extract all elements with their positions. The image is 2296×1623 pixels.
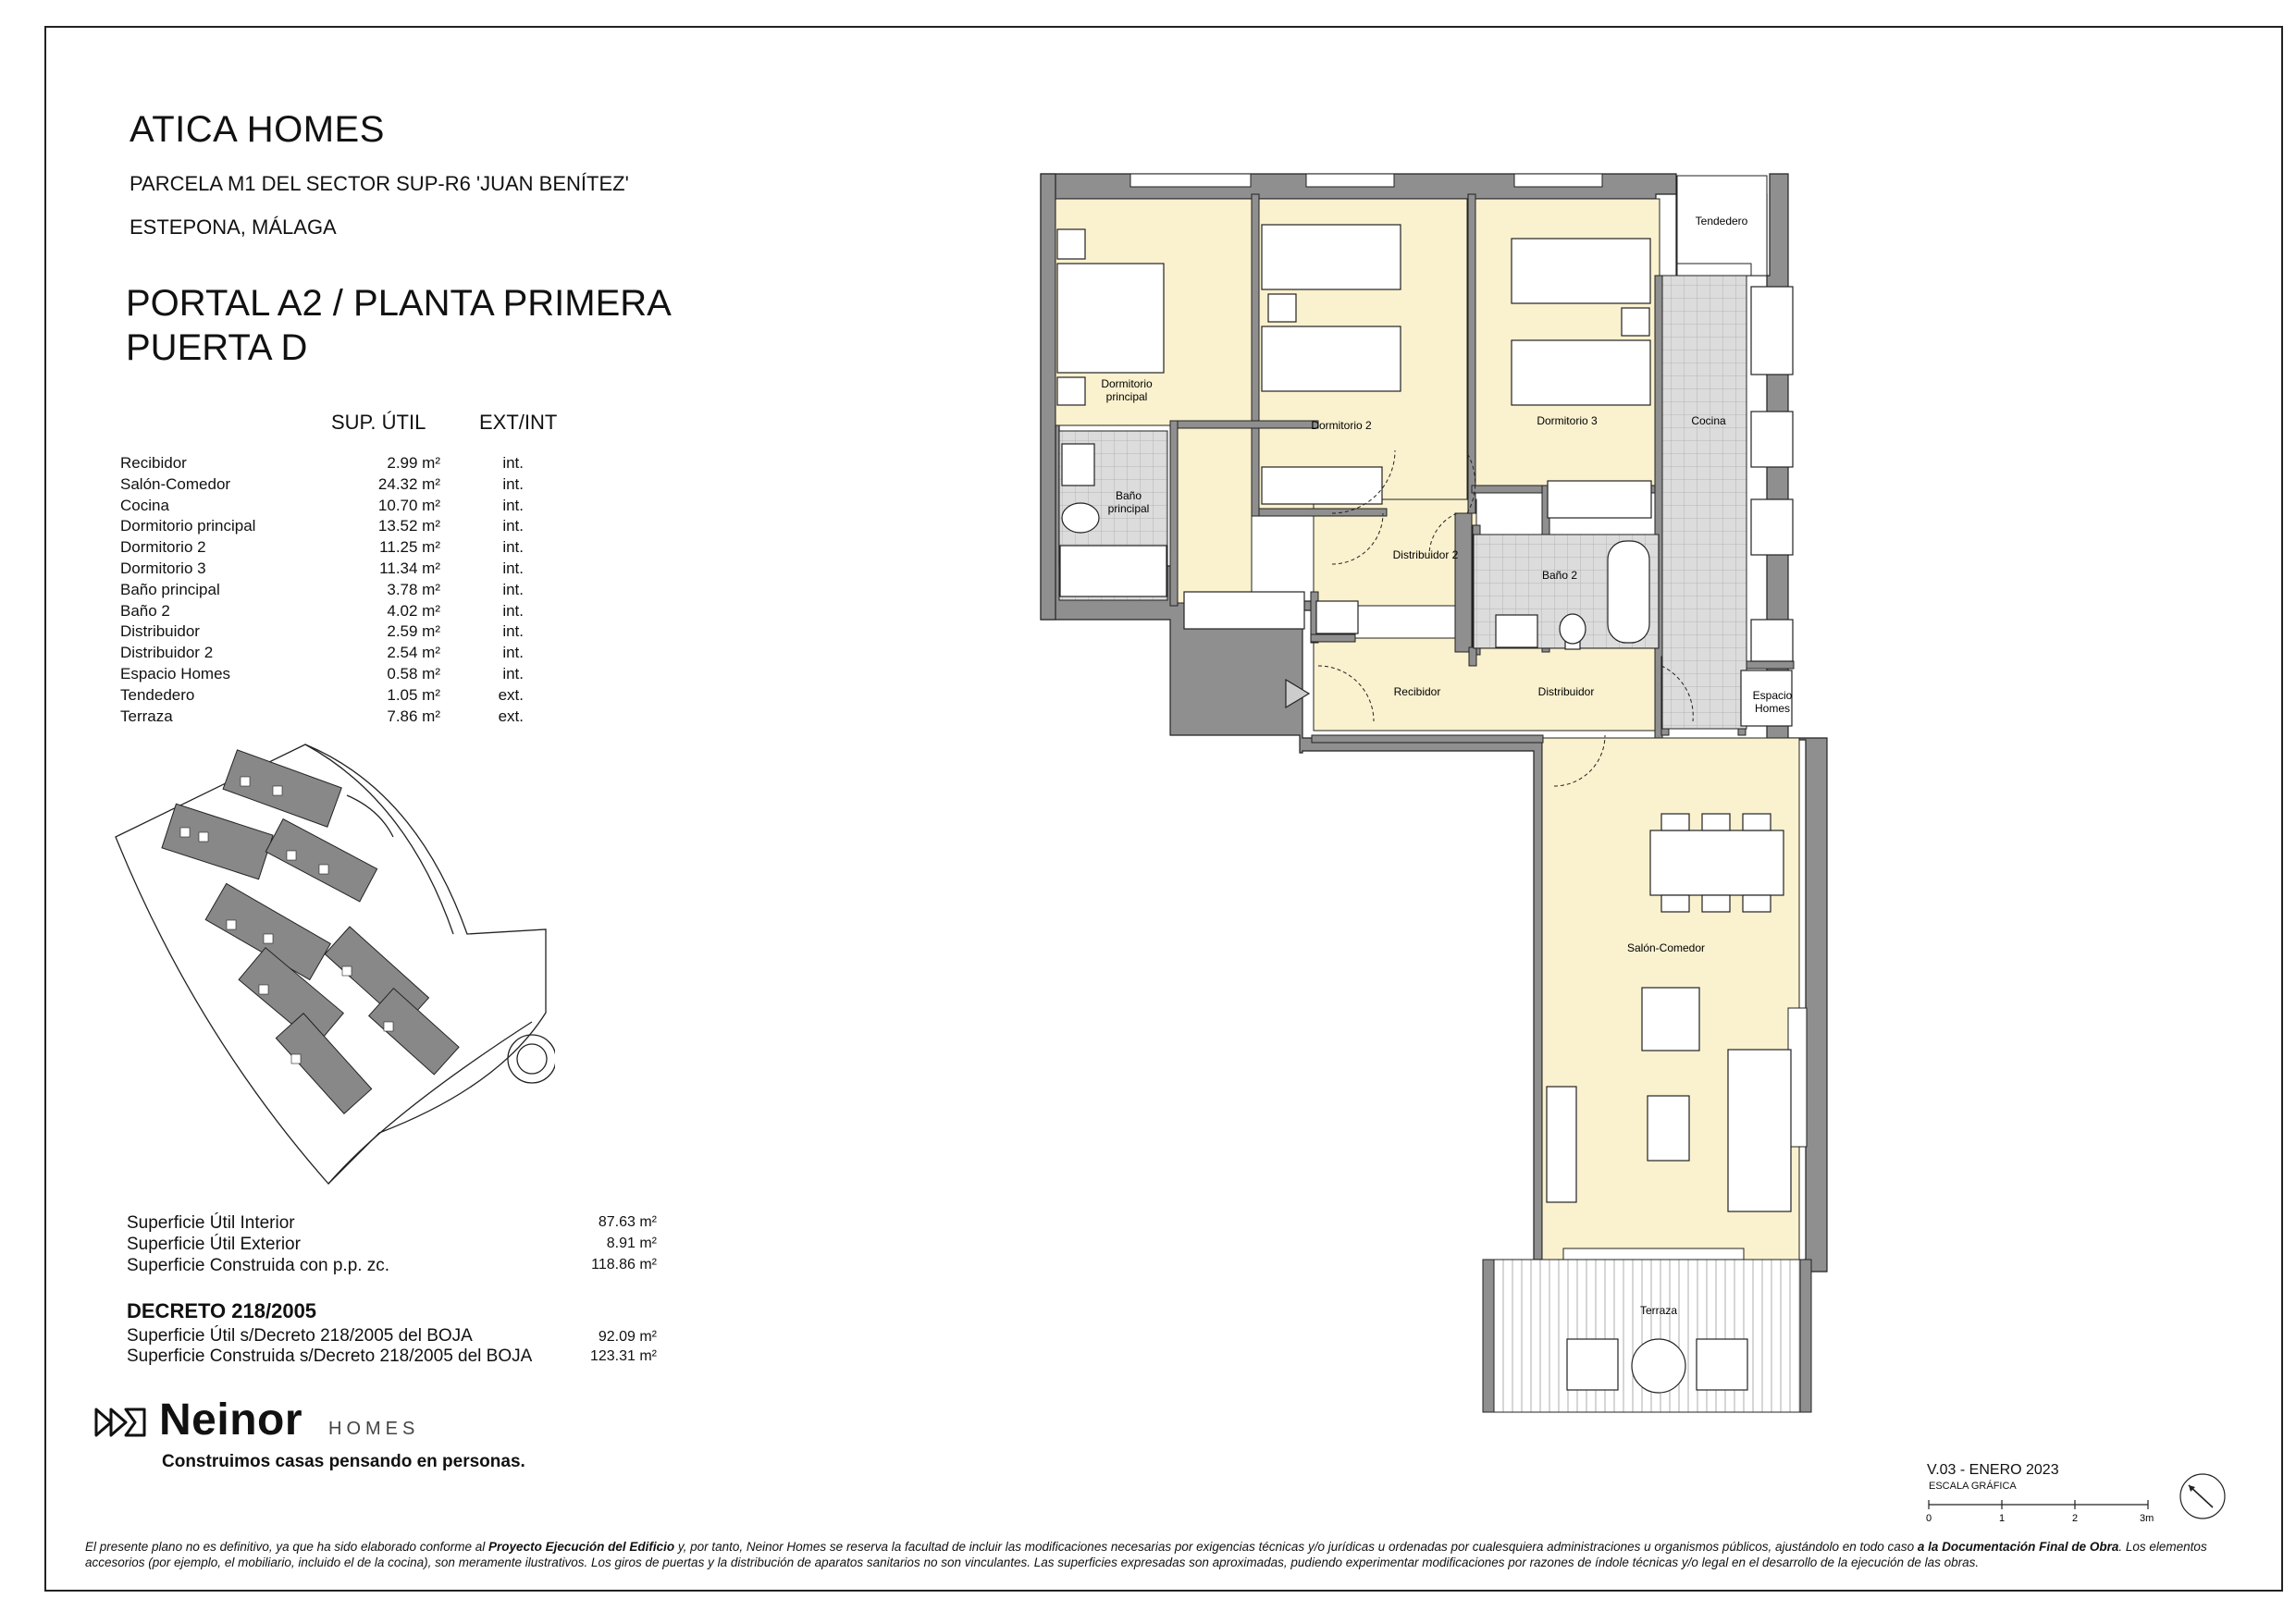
scale-tick-2: 2 [2072,1513,2079,1524]
room-area: 7.86 m² [387,707,440,725]
col-header-area: SUP. ÚTIL [331,411,426,434]
surface-exterior-label: Superficie Útil Exterior [127,1235,301,1254]
scale-tick-3: 3m [2140,1513,2154,1524]
brand-tagline: Construimos casas pensando en personas. [162,1452,525,1471]
footer-bold-2: a la Documentación Final de Obra [1917,1540,2119,1554]
label-espacio-1: Espacio [1752,689,1793,702]
label-terraza: Terraza [1639,1304,1678,1317]
room-area: 24.32 m² [377,474,440,493]
room-type: int. [502,474,524,493]
label-cocina: Cocina [1691,414,1726,427]
brand-suffix: HOMES [328,1419,420,1439]
label-salon: Salón-Comedor [1626,941,1706,954]
room-type: ext. [498,685,524,704]
room-type: int. [502,538,524,557]
decree-title: DECRETO 218/2005 [127,1299,317,1322]
brand-name: Neinor [159,1396,303,1445]
room-name: Baño principal [120,580,220,598]
room-type: int. [502,496,524,514]
version-text: V.03 - ENERO 2023 [1927,1462,2059,1478]
room-type: int. [502,517,524,535]
portal-title: PORTAL A2 / PLANTA PRIMERA [126,283,672,324]
room-area: 13.52 m² [377,517,440,535]
footer-text-2: y, por tanto, Neinor Homes se reserva la facultad de incluir las modificaciones necesarias por exigencias técnicas y/o jurídicas u ordenadas por cualesquiera administraciones u organismos públicos, ajustándolo en todo caso [674,1540,1918,1554]
room-name: Distribuidor [120,622,200,641]
footer-bold-1: Proyecto Ejecución del Edificio [488,1540,675,1554]
room-type: int. [502,622,524,641]
label-dorm2: Dormitorio 2 [1311,419,1372,432]
project-title: ATICA HOMES [130,109,385,150]
footer-text-3: . Los elementos accesorios (por ejemplo, el mobiliario, incluido el de la cocina), son meramente ilustrativos. Los giros de puertas y la distribución de aparatos sanitarios no son vinculantes. Las superficies expresadas son aproximadas, pudiendo experimentar modificaciones por razones de índole técnicas y/o legal en el desarrollo de la ejecución de las obras. [85,1540,2207,1569]
room-type: ext. [498,707,524,725]
decree-built-value: 123.31 m² [589,1348,657,1364]
label-dorm3: Dormitorio 3 [1537,414,1598,427]
label-espacio-2: Homes [1754,702,1791,715]
parcel-text: PARCELA M1 DEL SECTOR SUP-R6 'JUAN BENÍTEZ' [130,172,629,195]
room-type: int. [502,601,524,620]
room-name: Espacio Homes [120,664,231,682]
scale-tick-0: 0 [1926,1513,1932,1524]
room-name: Cocina [120,496,169,514]
room-type: int. [502,580,524,598]
surface-built-value: 118.86 m² [591,1257,657,1273]
label-distribuidor2: Distribuidor 2 [1392,548,1459,561]
city-text: ESTEPONA, MÁLAGA [130,215,337,239]
room-name: Dormitorio 3 [120,559,206,577]
room-name: Baño 2 [120,601,170,620]
room-name: Dormitorio 2 [120,538,206,557]
col-header-type: EXT/INT [479,411,558,434]
surface-exterior-value: 8.91 m² [606,1236,657,1251]
room-area: 10.70 m² [377,496,440,514]
label-bano-principal-1: Baño [1115,489,1142,502]
decree-useful-value: 92.09 m² [598,1329,657,1345]
room-area: 2.99 m² [387,454,440,472]
surface-interior-value: 87.63 m² [598,1214,657,1230]
decree-useful-label: Superficie Útil s/Decreto 218/2005 del BOJA [127,1326,473,1346]
room-area: 1.05 m² [387,685,440,704]
room-area: 11.25 m² [379,538,440,557]
room-area: 2.59 m² [387,622,440,641]
room-name: Distribuidor 2 [120,644,214,662]
scale-label: ESCALA GRÁFICA [1929,1481,2017,1492]
label-distribuidor: Distribuidor [1537,685,1595,698]
scale-bar [1929,1500,2148,1509]
room-name: Terraza [120,707,173,725]
surface-built-label: Superficie Construida con p.p. zc. [127,1256,390,1275]
room-area: 3.78 m² [387,580,440,598]
surface-interior-label: Superficie Útil Interior [127,1213,295,1233]
room-name: Salón-Comedor [120,474,231,493]
label-dorm-principal-1: Dormitorio [1101,377,1153,390]
footer-text-1: El presente plano no es definitivo, ya que ha sido elaborado conforme al [85,1540,489,1554]
label-recibidor: Recibidor [1393,685,1441,698]
room-type: int. [502,454,524,472]
label-tendedero: Tendedero [1695,215,1748,227]
north-compass-icon [2180,1474,2225,1518]
room-area: 0.58 m² [387,664,440,682]
door-title: PUERTA D [126,327,308,368]
label-bano-principal-2: principal [1107,502,1150,515]
room-area: 11.34 m² [379,559,440,577]
room-area: 2.54 m² [387,644,440,662]
label-dorm-principal-2: principal [1105,390,1148,403]
label-bano2: Baño 2 [1541,569,1578,582]
room-area: 4.02 m² [387,601,440,620]
footer-disclaimer [85,1539,2231,1570]
room-name: Recibidor [120,454,187,472]
scale-tick-1: 1 [1999,1513,2006,1524]
room-type: int. [502,559,524,577]
room-type: int. [502,664,524,682]
room-name: Dormitorio principal [120,517,256,535]
room-type: int. [502,644,524,662]
decree-built-label: Superficie Construida s/Decreto 218/2005 del BOJA [127,1346,533,1366]
room-name: Tendedero [120,685,195,704]
